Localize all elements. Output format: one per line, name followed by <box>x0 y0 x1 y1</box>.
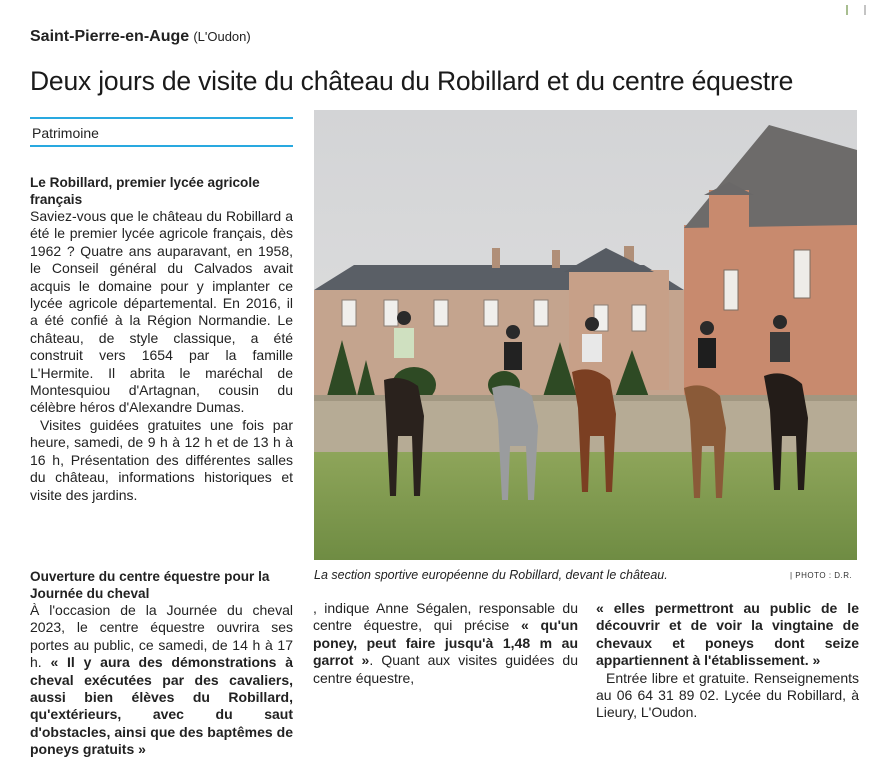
attribution: , indique Anne Ségalen, responsable du centre équestre, qui précise <box>313 600 578 634</box>
dateline-locality: (L'Oudon) <box>193 29 251 44</box>
practical-info: Entrée libre et gratuite. Renseignements au 06 64 31 89 02. Lycée du Robillard, à Lieury, L'Oudon. <box>596 669 859 721</box>
rubric-bar <box>30 117 293 147</box>
quote-poney: « qu'un poney, peut faire jusqu'à 1,48 m au garrot » <box>313 617 579 669</box>
column3-quote <box>596 600 859 670</box>
dateline <box>30 28 251 46</box>
article-column-1-bottom <box>30 568 293 759</box>
headline: Deux jours de visite du château du Robillard et du centre équestre <box>30 66 794 96</box>
photo-credit: | PHOTO : D.R. <box>790 571 853 580</box>
photo-caption: La section sportive européenne du Robillard, devant le château. <box>314 568 668 582</box>
quote-visites: « elles permettront au public de le découvrir et de voir la vingtaine de chevaux et poneys dont seize appartiennent à l'établissement. » <box>596 600 859 669</box>
chateau-horses-image <box>314 110 857 560</box>
section2-paragraph <box>30 602 293 759</box>
column2-text <box>313 600 578 687</box>
article-photo <box>314 110 857 560</box>
quote-demonstrations: « Il y aura des démonstrations à cheval exécutées par des cavaliers, aussi bien élèves du Robillard, qu'extérieurs, avec du saut d'obstacles, ainsi que des baptêmes de poneys gratuits » <box>30 654 293 758</box>
article-column-3 <box>596 600 859 722</box>
section1-heading: Le Robillard, premier lycée agricole français <box>30 175 260 207</box>
section2-intro: À l'occasion de la Journée du cheval 2023, le centre équestre ouvrira ses portes au public, ce samedi, de 14 h à 17 h. <box>30 602 293 671</box>
article-column-2 <box>313 600 578 687</box>
section2-heading: Ouverture du centre équestre pour la Journée du cheval <box>30 569 270 601</box>
section1-visits: Visites guidées gratuites une fois par heure, samedi, de 9 h à 12 h et de 13 h à 16 h, Présentation des différentes salles du château, informations historiques et visite des jardins. <box>30 416 293 503</box>
rubric-label: Patrimoine <box>32 125 99 141</box>
corner-mark <box>845 2 869 12</box>
section1-body: Saviez-vous que le château du Robillard a été le premier lycée agricole français, dès 1962 ? Quatre ans auparavant, en 1958, le Conseil général du Calvados avait acquis le domaine pour y implanter ce lycée agricole départemental. En 2016, il a été confié à la Région Normandie. Le château, de style classique, a été construit vers 1654 par la famille L'Hermite. Il abrita le maréchal de Montesquiou d'Artagnan, cousin du célèbre héros d'Alexandre Dumas. <box>30 208 293 416</box>
article-column-1 <box>30 174 293 504</box>
mid-text: . Quant aux visites guidées du centre équestre, <box>313 652 578 686</box>
dateline-place: Saint-Pierre-en-Auge <box>30 28 190 45</box>
